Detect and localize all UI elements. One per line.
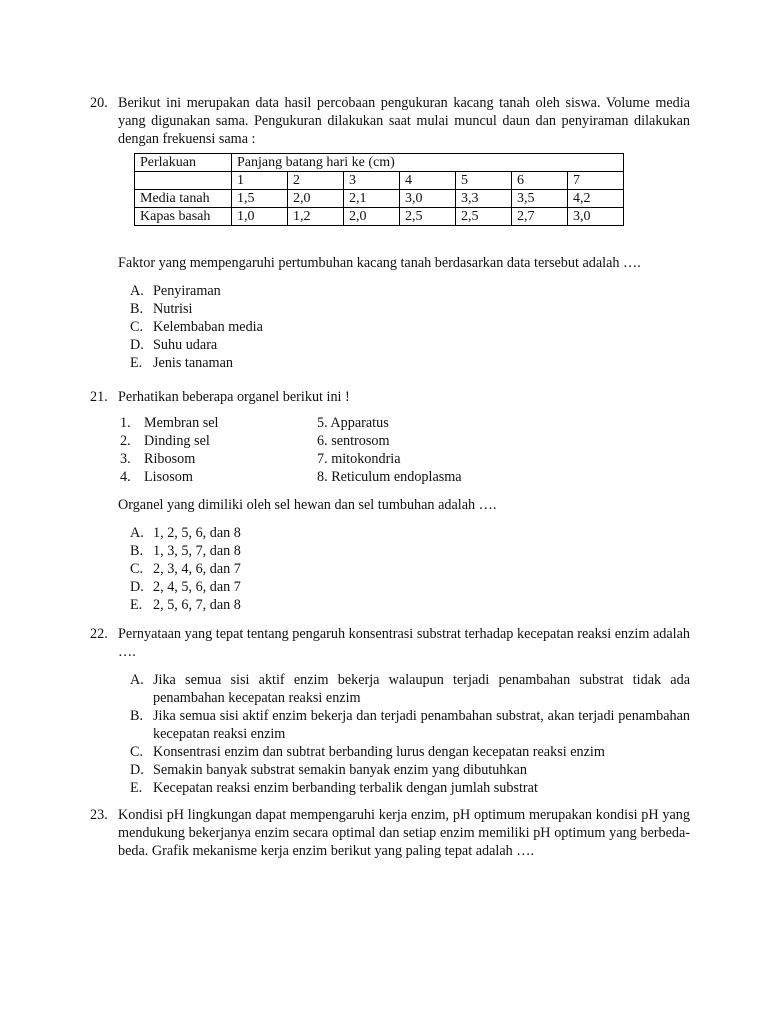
answer-option[interactable]: D. 2, 4, 5, 6, dan 7 [130, 579, 241, 595]
question-22 [90, 625, 690, 797]
answer-option[interactable]: E. Jenis tanaman [130, 355, 233, 371]
table-cell: 1,2 [288, 208, 344, 226]
question-23 [90, 806, 690, 860]
table-cell: 3,5 [512, 190, 568, 208]
organelle-item: 7. mitokondria [317, 451, 401, 467]
answer-option[interactable]: C. Konsentrasi enzim dan subtrat berbanding lurus dengan kecepatan reaksi enzim [130, 744, 605, 760]
table-row-label: Media tanah [135, 190, 232, 208]
answer-option[interactable]: B. Jika semua sisi aktif enzim bekerja dan terjadi penambahan substrat, akan terjadi penambahan kecepatan reaksi enzim [130, 708, 690, 742]
table-cell: 2,1 [344, 190, 400, 208]
answer-option[interactable]: E. 2, 5, 6, 7, dan 8 [130, 597, 241, 613]
table-cell: 3,0 [400, 190, 456, 208]
answer-option[interactable]: E. Kecepatan reaksi enzim berbanding terbalik dengan jumlah substrat [130, 780, 538, 796]
table-cell: 2,7 [512, 208, 568, 226]
answer-options [90, 524, 690, 614]
question-text: Kondisi pH lingkungan dapat mempengaruhi kerja enzim, pH optimum merupakan kondisi pH yang mendukung bekerjanya enzim secara optimal dan setiap enzim memiliki pH optimum yang berbeda-beda. Grafik mekanisme kerja enzim berikut yang paling tepat adalah …. [118, 807, 690, 859]
table-day: 1 [232, 172, 288, 190]
table-day: 6 [512, 172, 568, 190]
table-cell: 2,0 [344, 208, 400, 226]
table-day: 2 [288, 172, 344, 190]
question-number: 20. [90, 95, 108, 111]
organelle-item: 4. Lisosom [120, 469, 193, 485]
organelle-item: 3. Ribosom [120, 451, 196, 467]
table-cell: 3,0 [568, 208, 624, 226]
question-text: Berikut ini merupakan data hasil percobaan pengukuran kacang tanah oleh siswa. Volume media yang digunakan sama. Pengukuran dilakukan saat mulai muncul daun dan penyiraman dilakukan dengan frekuensi sama : [118, 95, 690, 147]
table-days-row [135, 172, 624, 190]
table-header-treatment: Perlakuan [135, 154, 232, 172]
table-cell: 2,5 [456, 208, 512, 226]
organelle-item: 8. Reticulum endoplasma [317, 469, 462, 485]
question-number: 21. [90, 389, 108, 405]
question-text: Perhatikan beberapa organel berikut ini ! [118, 389, 350, 405]
table-cell: 2,0 [288, 190, 344, 208]
table-day: 5 [456, 172, 512, 190]
table-cell: 3,3 [456, 190, 512, 208]
answer-option[interactable]: A. 1, 2, 5, 6, dan 8 [130, 525, 241, 541]
table-cell: 1,5 [232, 190, 288, 208]
organelle-item: 5. Apparatus [317, 415, 389, 431]
table-day: 3 [344, 172, 400, 190]
table-cell: 1,0 [232, 208, 288, 226]
answer-option[interactable]: A. Jika semua sisi aktif enzim bekerja walaupun terjadi penambahan substrat tidak ada penambahan kecepatan reaksi enzim [130, 672, 690, 706]
table-row [135, 208, 624, 226]
answer-options [90, 282, 690, 372]
answer-option[interactable]: D. Semakin banyak substrat semakin banyak enzim yang dibutuhkan [130, 762, 527, 778]
table-row-label: Kapas basah [135, 208, 232, 226]
growth-data-table [134, 153, 624, 226]
answer-option[interactable]: A. Penyiraman [130, 283, 221, 299]
question-20 [90, 94, 690, 372]
answer-options [90, 671, 690, 797]
table-cell: 4,2 [568, 190, 624, 208]
table-day: 4 [400, 172, 456, 190]
answer-option[interactable]: C. 2, 3, 4, 6, dan 7 [130, 561, 241, 577]
table-header-row [135, 154, 624, 172]
answer-option[interactable]: D. Suhu udara [130, 337, 218, 353]
question-number: 22. [90, 626, 108, 642]
question-prompt: Faktor yang mempengaruhi pertumbuhan kacang tanah berdasarkan data tersebut adalah …. [118, 255, 641, 271]
question-text: Pernyataan yang tepat tentang pengaruh konsentrasi substrat terhadap kecepatan reaksi enzim adalah …. [118, 626, 690, 660]
table-cell [135, 172, 232, 190]
answer-option[interactable]: C. Kelembaban media [130, 319, 263, 335]
organelle-item: 1. Membran sel [120, 415, 219, 431]
question-number: 23. [90, 807, 108, 823]
organelle-list [90, 414, 690, 486]
answer-option[interactable]: B. Nutrisi [130, 301, 193, 317]
organelle-item: 2. Dinding sel [120, 433, 210, 449]
table-cell: 2,5 [400, 208, 456, 226]
table-header-length: Panjang batang hari ke (cm) [232, 154, 624, 172]
organelle-item: 6. sentrosom [317, 433, 390, 449]
answer-option[interactable]: B. 1, 3, 5, 7, dan 8 [130, 543, 241, 559]
table-row [135, 190, 624, 208]
question-21 [90, 388, 690, 614]
question-prompt: Organel yang dimiliki oleh sel hewan dan sel tumbuhan adalah …. [118, 497, 497, 513]
table-day: 7 [568, 172, 624, 190]
